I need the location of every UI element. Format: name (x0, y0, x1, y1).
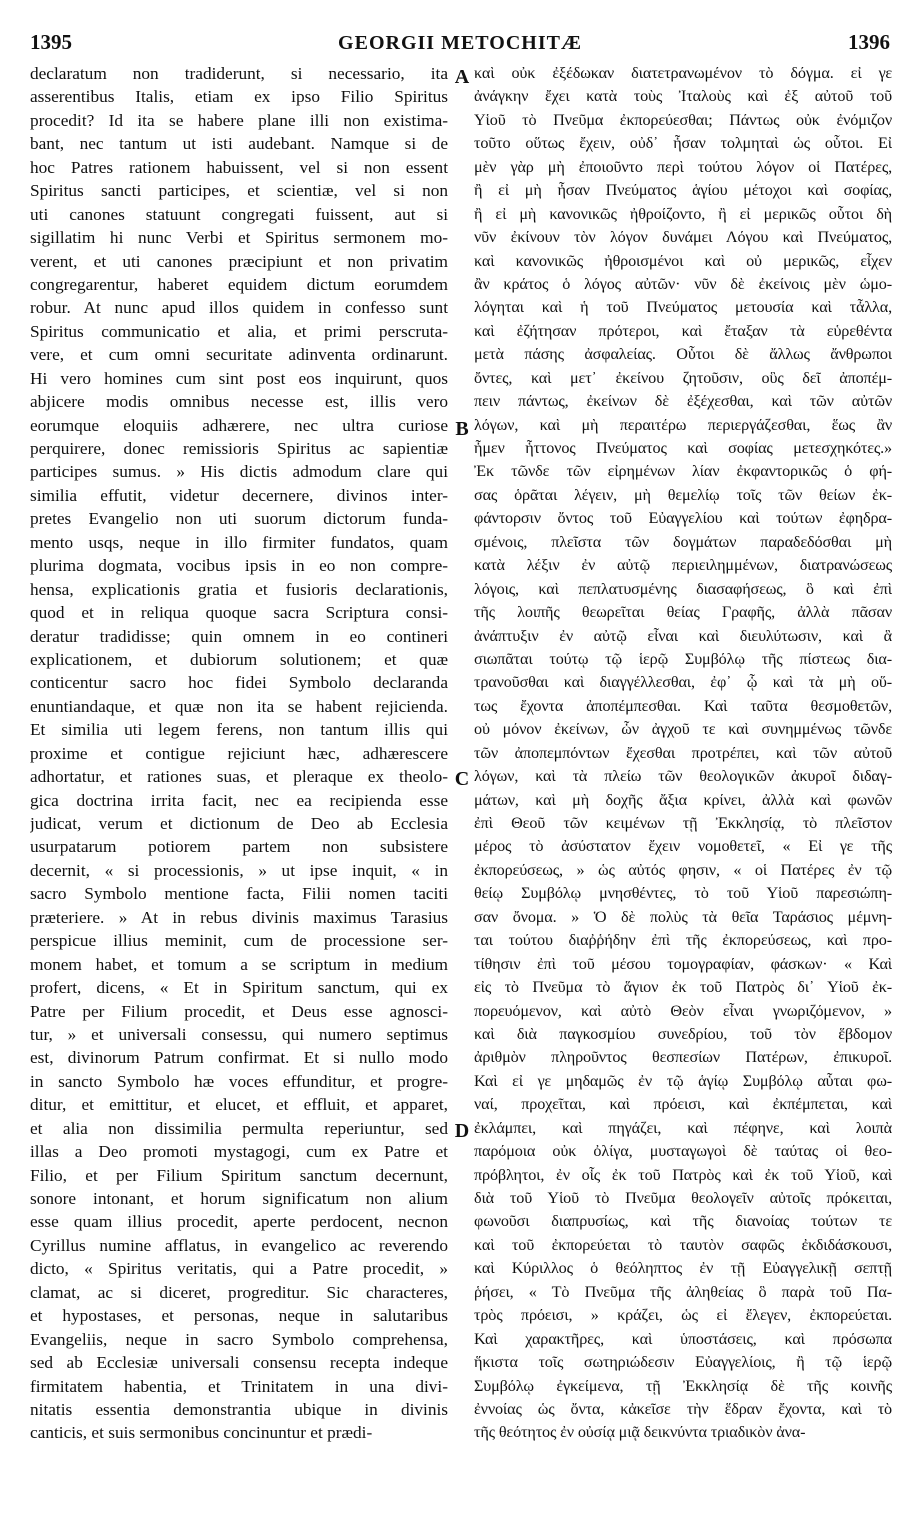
latin-text-line: sigillatim hi nunc Verbi et Spiritus sermonem mo- (30, 228, 448, 248)
latin-text-line: firmitatem habentia, et Trinitatem in una divi- (30, 1376, 448, 1396)
latin-text-line: Spiritus sancti participes, et scientiæ, vel si non (30, 181, 448, 201)
greek-text-line: ἐννοίας ὡς ὄντα, κἀκεῖσε τὴν ἕδραν ἔχοντα, καὶ τὸ (474, 1399, 892, 1418)
greek-text-line: κατὰ λέξιν ἐν αὐτῷ περιειλημμένων, διατρανώσεως (474, 556, 892, 575)
latin-text-line: judicat, verum et dictionum de Deo ab Ecclesia (30, 814, 448, 833)
latin-text-line: præteriere. » At in rebus divinis maximus Tarasius (30, 907, 448, 927)
section-marker-a: A (454, 66, 470, 88)
latin-text-line: Cyrillus numine afflatus, in evangelico ac reverendo (30, 1235, 448, 1255)
latin-text-line: tur, » et universali consessu, qui numero septimus (30, 1024, 448, 1044)
latin-text-line: enuntiandaque, et quæ non ita se habent rejicienda. (30, 696, 448, 716)
latin-text-line: vere, et cum omni securitate adinventa ordinarunt. (30, 345, 448, 365)
greek-text-line: ἦμεν ἧττονος Πνεύματος καὶ σοφίας μετεσχηκότες.» (474, 439, 892, 457)
latin-text-line: Evangeliis, neque in sacro Symbolo comprehensa, (30, 1329, 448, 1349)
greek-text-line: καὶ ἐζήτησαν πρότεροι, καὶ ἔταξαν τὰ εὑρεθέντα (474, 321, 892, 340)
greek-text-line: μέρος τὸ ἀσύστατον ἔχειν νομοθετεῖ, « Εἰ γε τῆς (474, 837, 892, 856)
greek-text-line: σας ὁρᾶται λέγειν, μὴ θεμελίῳ τοῖς τῶν θείων ἐκ- (474, 485, 892, 504)
latin-text-line: canticis, et suis sermonibus concinuntur et prædi- (30, 1423, 373, 1443)
latin-text-line: congregarentur, haberet equidem dictum eorumdem (30, 274, 448, 294)
greek-text-line: ἥκιστα τοῖς σωτηριώδεσιν Εὐαγγελίοις, ἢ τῷ ἱερῷ (474, 1353, 892, 1372)
greek-text-line: παρόμοια οὐκ ὀλίγα, μυσταγωγοὶ δὲ ταύτας οἱ θεο- (474, 1142, 892, 1161)
latin-text-line: est, divinorum Patrum confirmat. Et si nullo modo (30, 1048, 448, 1068)
latin-text-line: asserentibus Italis, etiam ex ipso Filio Spiritus (30, 87, 448, 107)
greek-text-line: τρὸς πρόεισι, » κράζει, ὡς εἰ ἔλεγεν, ἐκπορεύεται. (474, 1306, 892, 1325)
latin-column (30, 62, 448, 1522)
latin-text-line: Patre per Filium procedit, et Deus esse agnosci- (30, 1001, 448, 1021)
greek-text-line: Υἱοῦ τὸ Πνεῦμα ἐκπορεύεσθαι; Πάντως οὐκ ἐνόμιζον (474, 110, 892, 129)
greek-text-line: Καὶ χαρακτῆρες, καὶ ὑποστάσεις, καὶ πρόσωπα (474, 1329, 892, 1348)
latin-text-line: perquirere, donec remissioris Spiritus ac sapientiæ (30, 439, 448, 458)
greek-text-line: σαν ὄνομα. » Ὁ δὲ πολὺς τὰ θεῖα Ταράσιος μέμνη- (474, 907, 892, 926)
latin-text-line: similia effutit, videtur decernere, divinos inter- (30, 485, 448, 505)
greek-text-line: λόγοις, καὶ πεπλατυσμένης διασαφήσεως, ὃ καὶ ἐπὶ (474, 579, 892, 598)
greek-text-line: ἐκπορεύσεως, » ὡς αὐτός φησιν, « οἱ Πατέρες ἐν τῷ (474, 860, 892, 879)
latin-text-line: mento usqs, neque in illo firmiter fundatos, quam (30, 532, 448, 552)
latin-text-line: usurpatarum potiorem partem non subsistere (30, 837, 448, 857)
latin-text-line: hoc Patres rationem habuissent, vel si non essent (30, 157, 448, 177)
latin-text-line: et hypostases, et personas, neque in salutaribus (30, 1306, 448, 1326)
greek-text-line: καὶ κανονικῶς ἠθροισμένοι καὶ οὐ μερικῶς, εἶχεν (474, 251, 892, 270)
latin-text-line: monem habet, et tomum a se scriptum in medium (30, 954, 448, 974)
latin-text-line: robur. At nunc apud illos quidem in confesso sunt (30, 298, 448, 318)
latin-text-line: procedit? Id ita se habere plane illi non existima- (30, 110, 448, 130)
latin-text-line: profert, dicens, « Et in Spiritum sanctum, qui ex (30, 978, 448, 998)
latin-text-line: plurima dogmata, vocibus ipsis in eo non compre- (30, 556, 448, 576)
greek-text-line: τως ἔχοντα ἀποπέμπεσθαι. Καὶ ταῦτα θεσμοθετῶν, (474, 696, 892, 715)
latin-text-line: adhortatur, et rationes suas, et pleraque ex theolo- (30, 767, 448, 787)
greek-text-line: ἢ εἰ μὴ ἦσαν Πνεύματος ἁγίου μέτοχοι καὶ σοφίας, (474, 181, 892, 200)
greek-text-line: σμένοις, πλεῖστα τῶν δογμάτων παραδεδόσθαι μὴ (474, 532, 892, 551)
greek-text-line: καὶ τοῦ ἐκπορεύεται τὸ ταυτὸν σαφῶς ἐκδιδάσκουσι, (474, 1235, 892, 1254)
greek-text-line: πειν πάντως, ἐκείνων δὲ ἐξέχεσθαι, καὶ τῶν αὐτῶν (474, 392, 892, 411)
greek-text-line: φωνοῦσι διαπρυσίως, καὶ τῆς διανοίας τούτων τε (474, 1212, 892, 1231)
greek-text-line: ἐκλάμπει, καὶ πηγάζει, καὶ πέφηνε, καὶ λοιπὰ (474, 1118, 892, 1137)
greek-text-line: Ἐκ τῶνδε τῶν εἰρημένων λίαν ἐκφαντορικῶς ὁ φή- (474, 462, 892, 481)
greek-text-line: διὰ τοῦ Υἱοῦ τὸ Πνεῦμα θεολογεῖν αὐτοῖς πρόκειται, (474, 1189, 892, 1207)
latin-text-line: bant, nec tantum ut isti audebant. Namque si de (30, 134, 448, 154)
latin-text-line: ditur, et emittitur, et elucet, et effluit, et apparet, (30, 1095, 448, 1115)
latin-text-line: eorumque eloquiis adhærere, nec ultra curiose (30, 415, 448, 435)
latin-text-line: sed ab Ecclesiæ universali consensu recepta indeque (30, 1353, 448, 1373)
greek-text-line: ἀνάπτυξιν ἐν αὐτῷ εἶναι καὶ διευλύτωσιν, καὶ ἃ (474, 626, 892, 645)
latin-text-line: deratur tradidisse; quin omnem in eo contineri (30, 626, 448, 646)
greek-text-line: καὶ Κύριλλος ὁ θεόληπτος ἐν τῇ Εὐαγγελικῇ σεπτῇ (474, 1259, 892, 1278)
greek-text-line: ται τούτου διαῤῥήδην ἐπὶ τῆς ἐκπορεύσεως, καὶ προ- (474, 931, 892, 950)
greek-text-line: καὶ οὐκ ἐξέδωκαν διατετρανωμένον τὸ δόγμα. εἰ γε (474, 64, 892, 82)
section-marker-d: D (454, 1120, 470, 1142)
greek-text-line: τῆς θεότητος ἐν οὐσίᾳ μιᾷ δεικνύντα τριαδικὸν ἀνα- (474, 1423, 806, 1442)
page-number-left: 1395 (30, 30, 72, 54)
greek-column (474, 62, 892, 1522)
greek-text-line: ἢ εἰ μὴ κανονικῶς ἠθροίζοντο, ἢ εἰ μερικῶς οὗτοι δὴ (474, 204, 892, 223)
latin-text-line: proxime et contigue rejiciunt hæc, adhærescere (30, 743, 448, 763)
greek-text-line: πρόβλητοι, ἐν οἷς ἐκ τοῦ Πατρὸς καὶ ἐκ τοῦ Υἱοῦ, καὶ (474, 1165, 892, 1184)
latin-text-line: Hi vero homines cum sint post eos inquirunt, quos (30, 368, 448, 388)
latin-text-line: decernit, « si processionis, » ut ipse inquit, « in (30, 860, 448, 880)
greek-text-line: φάντορσιν ὄντος τοῦ Εὐαγγελίου καὶ τούτων ἐφηδρα- (474, 509, 892, 528)
latin-text-line: verent, et uti canones præcipiunt et non privatim (30, 251, 448, 271)
greek-text-line: νῦν ἐκίνουν τὸν λόγον δυνάμει Λόγου καὶ Πνεύματος, (474, 228, 892, 247)
greek-text-line: θείῳ Συμβόλῳ μνησθέντες, τὸ τοῦ Υἱοῦ παρεσιώπη- (474, 884, 892, 903)
greek-text-line: ἐπὶ Θεοῦ τῶν κειμένων τῇ Ἐκκλησίᾳ, τὸ πλεῖστον (474, 814, 892, 832)
latin-text-line: in sancto Symbolo hæ voces effunditur, et progre- (30, 1071, 448, 1091)
greek-text-line: σιωπᾶται τούτῳ τῷ ἱερῷ Συμβόλῳ τῆς πίστεως δια- (474, 649, 892, 668)
page-header (0, 30, 920, 60)
latin-text-line: sonore intonant, et horum significatum non alium (30, 1189, 448, 1208)
latin-text-line: Spiritus communicatio et alia, et primi perscruta- (30, 321, 448, 341)
greek-text-line: ῥήσει, « Τὸ Πνεῦμα τῆς ἀληθείας ὃ παρὰ τοῦ Πα- (474, 1282, 892, 1301)
latin-text-line: gica doctrina irrita facit, nec ea recipienda esse (30, 790, 448, 810)
latin-text-line: declaratum non tradiderunt, si necessario, ita (30, 64, 448, 83)
latin-text-line: sacro Symbolo mentione facta, Filii nomen taciti (30, 884, 448, 904)
greek-text-line: λόγων, καὶ τὰ πλείω τῶν θεολογικῶν ἀκυροῖ διδαγ- (474, 767, 892, 786)
greek-text-line: μετὰ πάσης ἀσφαλείας. Οὗτοι δὲ ἄλλως ἄνθρωποι (474, 345, 892, 364)
page-number-right: 1396 (848, 30, 890, 54)
greek-text-line: Συμβόλῳ ἐγκείμενα, τῇ Ἐκκλησίᾳ δὲ τῆς κοινῆς (474, 1376, 892, 1395)
greek-text-line: Καὶ εἰ γε μηδαμῶς ἐν τῷ ἁγίῳ Συμβόλῳ αὗται φω- (474, 1071, 892, 1090)
greek-text-line: τῶν ἀποπεμπόντων ἔχεσθαι προτρέπει, καὶ τῶν αὐτοῦ (474, 743, 892, 762)
latin-text-line: Filio, et per Filium Spiritum sanctum decernunt, (30, 1165, 448, 1185)
latin-text-line: perspicue illius meminit, cum de processione ser- (30, 931, 448, 951)
greek-text-line: τῆς λοιπῆς θεωρεῖται θείας Γραφῆς, ἀλλὰ πᾶσαν (474, 603, 892, 622)
latin-text-line: Et similia uti legem ferens, non tantum illis qui (30, 720, 448, 740)
latin-text-line: conticentur sacro hoc fidei Symbolo declaranda (30, 673, 448, 693)
latin-text-line: quod et in reliqua quoque sacra Scriptura consi- (30, 603, 448, 623)
greek-text-line: ὄντες, καὶ μετ᾽ ἐκείνου ζητοῦσιν, οὓς δεῖ ἀποπέμ- (474, 368, 892, 387)
greek-text-line: ναί, προχεῖται, καὶ πρόεισι, καὶ ἐκπέμπεται, καὶ (474, 1095, 892, 1114)
latin-text-line: uti canones statuunt congregati fuissent, aut si (30, 204, 448, 224)
latin-text-line: illas a Deo promoti mystagogi, cum ex Patre et (30, 1142, 448, 1162)
running-title: GEORGII METOCHITÆ (338, 32, 582, 54)
latin-text-line: et alia non dissimilia permulta reperiuntur, sed (30, 1118, 448, 1138)
greek-text-line: τίθησιν ἐπὶ τοῦ μέσου τομογραφίαν, φάσκων· « Καὶ (474, 954, 892, 973)
greek-text-line: ἀριθμὸν πληροῦντος θεσπεσίων Πατέρων, ἐπικυροῖ. (474, 1048, 892, 1067)
section-marker-b: B (455, 418, 469, 440)
latin-text-line: explicationem, et dubiorum solutionem; et quæ (30, 649, 448, 669)
greek-text-line: εἰς τὸ Πνεῦμα τὸ ἅγιον ἐκ τοῦ Πατρὸς δι᾽ Υἱοῦ ἐκ- (474, 978, 892, 997)
greek-text-line: μάτων, καὶ μὴ δοχῆς ἄξια κρίνει, ἀλλὰ καὶ φωνῶν (474, 790, 892, 809)
latin-text-line: participes sumus. » His dictis admodum clare qui (30, 462, 448, 482)
greek-text-line: τρανοῦσθαι καὶ διαγγέλλεσθαι, ἐφ᾽ ᾧ καὶ τὰ μὴ οὕ- (474, 673, 892, 692)
greek-text-line: τοῦτο οὕτως ἔχειν, οὐδ᾽ ἦσαν τολμηταὶ ὡς οὗτοι. Εἰ (474, 134, 892, 153)
latin-text-line: nitatis essentia demonstrantia ubique in divinis (30, 1399, 448, 1419)
greek-text-line: λόγων, καὶ μὴ περαιτέρω περιεργάζεσθαι, ἕως ἂν (474, 415, 892, 434)
latin-text-line: pretes Evangelio non uti suorum dictorum funda- (30, 509, 448, 529)
greek-text-line: μὲν γὰρ μὴ ἐποιοῦντο περὶ τούτου λόγον οἱ Πατέρες, (474, 157, 892, 176)
greek-text-line: ἀνάγκην ἔχει κατὰ τοὺς Ἰταλοὺς καὶ ἐξ αὐτοῦ τοῦ (474, 87, 892, 106)
latin-text-line: dicto, « Spiritus veritatis, qui a Patre procedit, » (30, 1259, 448, 1279)
latin-text-line: clamat, ac si diceret, progreditur. Sic characteres, (30, 1282, 448, 1302)
greek-text-line: πορευόμενον, καὶ αὐτὸ Θεὸν εἶναι γνωριζόμενον, » (474, 1001, 892, 1020)
section-marker-c: C (454, 768, 470, 790)
latin-text-line: hensa, explicationis gratia et fusioris declarationis, (30, 579, 448, 599)
greek-text-line: λόγηται καὶ ἡ τοῦ Πνεύματος μετουσία καὶ τἆλλα, (474, 298, 892, 317)
greek-text-line: οὐ μόνον ἐκείνων, ὧν ἀγχοῦ τε καὶ συνημμένως τῶνδε (474, 720, 892, 739)
greek-text-line: καὶ διὰ παγκοσμίου συνεδρίου, τοῦ τὸν ἕβδομον (474, 1024, 892, 1043)
latin-text-line: abjicere modis omnibus necesse est, illis vero (30, 392, 448, 412)
greek-text-line: ἂν κράτος ὁ λόγος αὐτῶν· νῦν δὲ ἐκείνοις μὲν ὡμο- (474, 274, 892, 293)
latin-text-line: esse quam illius procedit, aperte perdocent, necnon (30, 1212, 448, 1232)
